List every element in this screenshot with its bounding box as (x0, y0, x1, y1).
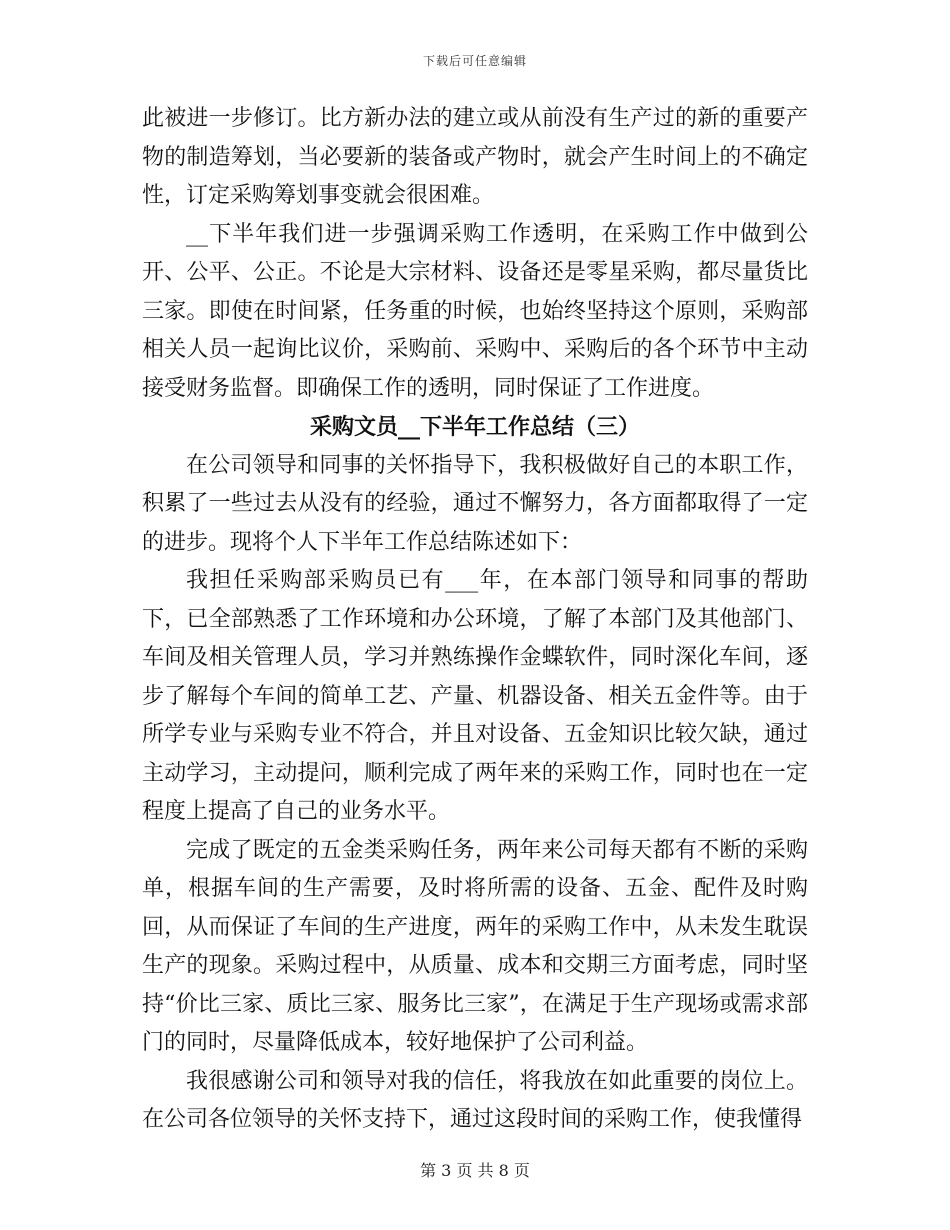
paragraph-transparency: __下半年我们进一步强调采购工作透明，在采购工作中做到公开、公平、公正。不论是大宗材料、设备还是零星采购，都尽量货比三家。即使在时间紧，任务重的时候，也始终坚持这个原则，采购部相关人员一起询比议价，采购前、采购中、采购后的各个环节中主动接受财务监督。即确保工作的透明，同时保证了工作进度。 (142, 221, 808, 401)
section-title: 采购文员__下半年工作总结（三） (309, 414, 640, 440)
paragraph-continuation: 此被进一步修订。比方新办法的建立或从前没有生产过的新的重要产物的制造筹划，当必要新的装备或产物时，就会产生时间上的不确定性，订定采购筹划事变就会很困难。 (142, 106, 808, 208)
page-number: 第 3 页 共 8 页 (420, 1161, 530, 1180)
paragraph-intro: 在公司领导和同事的关怀指导下，我积极做好自己的本职工作，积累了一些过去从没有的经验，通过不懈努力，各方面都取得了一定的进步。现将个人下半年工作总结陈述如下： (142, 452, 808, 555)
paragraph-thanks: 我很感谢公司和领导对我的信任，将我放在如此重要的岗位上。在公司各位领导的关怀支持下，通过这段时间的采购工作，使我懂得 (142, 1068, 808, 1132)
paragraph-role: 我担任采购部采购员已有___年，在本部门领导和同事的帮助下，已全部熟悉了工作环境和办公环境，了解了本部门及其他部门、车间及相关管理人员，学习并熟练操作金蝶软件，同时深化车间，逐步了解每个车间的简单工艺、产量、机器设备、相关五金件等。由于所学专业与采购专业不符合，并且对设备、五金知识比较欠缺，通过主动学习，主动提问，顺利完成了两年来的采购工作，同时也在一定程度上提高了自己的业务水平。 (142, 568, 808, 824)
header-note: 下载后可任意编辑 (422, 54, 527, 68)
paragraph-tasks: 完成了既定的五金类采购任务，两年来公司每天都有不断的采购单，根据车间的生产需要，及时将所需的设备、五金、配件及时购回，从而保证了车间的生产进度，两年的采购工作中，从未发生耽误生产的现象。采购过程中，从质量、成本和交期三方面考虑，同时坚持“价比三家、质比三家、服务比三家”，在满足于生产现场或需求部门的同时，尽量降低成本，较好地保护了公司利益。 (142, 837, 808, 1055)
document-body (142, 100, 808, 1140)
